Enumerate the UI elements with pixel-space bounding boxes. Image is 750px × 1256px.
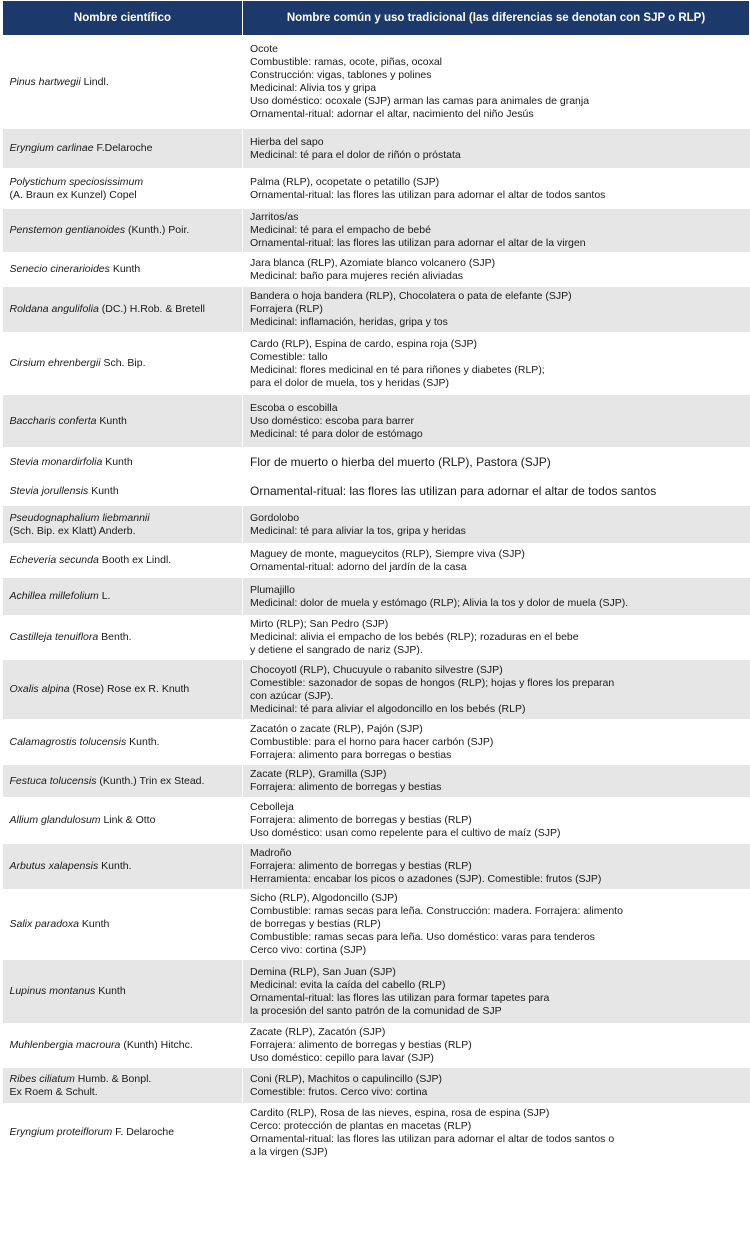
table-row [3, 395, 750, 448]
use-line: Forrajera: alimento para borregas o bestias [250, 748, 452, 761]
scientific-name-cell [3, 1104, 243, 1162]
table-row [3, 844, 750, 890]
scientific-name-line [10, 512, 236, 525]
use-line: Medicinal: evita la caída del cabello (RLP) [250, 978, 446, 991]
use-line: Medicinal: Alivia tos y gripa [250, 82, 377, 94]
species-name: Polystichum speciosissimum [9, 175, 144, 188]
scientific-name-line [10, 224, 236, 237]
scientific-name-cell [3, 798, 243, 844]
common-name-use-cell [243, 890, 750, 960]
scientific-name-cell [3, 660, 243, 720]
table-row [3, 798, 750, 844]
species-name: Cirsium ehrenbergii [9, 357, 101, 369]
table-row [3, 506, 750, 544]
use-line: Medicinal: té para el dolor de riñón o próstata [250, 148, 461, 161]
species-name: Roldana angulifolia [9, 303, 99, 315]
common-name-use-cell [243, 1104, 750, 1162]
species-author: Kunth [96, 414, 127, 427]
species-author: Link & Otto [100, 814, 156, 826]
common-name-use-cell [243, 765, 750, 798]
use-line: Uso doméstico: escoba para barrer [250, 414, 414, 427]
use-line: Ornamental-ritual: las flores las utilizan para adornar el altar de todos santos [250, 188, 606, 201]
scientific-name-cell [3, 287, 243, 333]
table-row [3, 1104, 750, 1162]
common-name-use-cell [243, 844, 750, 890]
species-author: Ex Roem & Schult. [9, 1085, 98, 1098]
common-name-use-cell [243, 287, 750, 333]
table-row [3, 209, 750, 253]
use-line: Comestible: tallo [250, 350, 328, 363]
species-author: (Kunth) Hitchc. [120, 1039, 193, 1051]
use-line: Cerco vivo: cortina (SJP) [250, 944, 367, 956]
species-author: Kunth. [126, 735, 160, 748]
use-line: Forrajera: alimento de borregas y bestias (RLP) [250, 814, 472, 826]
use-line: Escoba o escobilla [250, 401, 338, 414]
species-name: Salix paradoxa [9, 918, 79, 930]
table-row [3, 960, 750, 1024]
scientific-name-line [10, 1073, 236, 1086]
use-line: Hierba del sapo [250, 135, 324, 148]
scientific-name-line [10, 860, 236, 873]
use-line: Medicinal: té para aliviar el algodoncillo en los bebés (RLP) [250, 702, 526, 715]
scientific-name-line [10, 985, 236, 998]
species-name: Festuca tolucensis [9, 774, 97, 787]
use-line: Herramienta: encabar los picos o azadones (SJP). Comestible: frutos (SJP) [250, 873, 602, 885]
species-author: Lindl. [80, 75, 109, 88]
scientific-name-cell [3, 253, 243, 287]
scientific-name-cell [3, 448, 243, 477]
species-name: Pinus hartwegii [9, 75, 81, 88]
species-name: Allium glandulosum [9, 814, 101, 826]
species-author: (Kunth.) Trin ex Stead. [96, 774, 205, 787]
use-line: Maguey de monte, magueycitos (RLP), Siempre viva (SJP) [250, 547, 525, 560]
use-line: Medicinal: té para aliviar la tos, gripa y heridas [250, 524, 466, 537]
species-name: Eryngium proteiflorum [9, 1126, 113, 1138]
use-line: Forrajera: alimento de borregas y bestias [250, 781, 442, 793]
common-name-use-cell [243, 395, 750, 448]
use-line: Zacatón o zacate (RLP), Pajón (SJP) [250, 722, 423, 735]
species-author: Booth ex Lindl. [98, 554, 172, 566]
use-line: Ornamental-ritual: las flores las utilizan para adornar el altar de la virgen [250, 237, 586, 249]
species-author: Kunth [78, 918, 110, 930]
common-name-use-cell [243, 1068, 750, 1104]
use-line: Cardito (RLP), Rosa de las nieves, espina, rosa de espina (SJP) [250, 1106, 550, 1119]
table-row [3, 333, 750, 395]
use-line: Madroño [250, 847, 292, 859]
header-scientific-name: Nombre científico [3, 1, 243, 36]
use-line: Demina (RLP), San Juan (SJP) [250, 965, 396, 978]
use-line: Forrajera: alimento de borregas y bestias (RLP) [250, 860, 472, 872]
scientific-name-line [10, 357, 236, 370]
species-name: Calamagrostis tolucensis [9, 735, 127, 748]
use-line: Comestible: frutos. Cerco vivo: cortina [250, 1085, 428, 1098]
species-name: Ribes ciliatum [9, 1072, 75, 1085]
use-line: Jara blanca (RLP), Azomiate blanco volcanero (SJP) [250, 256, 496, 269]
use-line: la procesión del santo patrón de la comunidad de SJP [250, 1004, 502, 1017]
use-line: Sicho (RLP), Algodoncillo (SJP) [250, 892, 398, 904]
table-row [3, 36, 750, 129]
species-author: (A. Braun ex Kunzel) Copel [9, 188, 137, 201]
common-name-use-cell [243, 616, 750, 660]
table-row [3, 1068, 750, 1104]
table-row [3, 287, 750, 333]
use-line: Coni (RLP), Machitos o capulincillo (SJP) [250, 1072, 442, 1085]
use-line: con azúcar (SJP). [250, 689, 334, 702]
species-author: Kunth [95, 985, 126, 997]
use-line: Ornamental-ritual: las flores las utilizan para formar tapetes para [250, 991, 550, 1004]
scientific-name-line [10, 142, 236, 155]
species-name: Eryngium carlinae [9, 142, 94, 154]
scientific-name-cell [3, 36, 243, 129]
use-line: Cebolleja [250, 801, 294, 813]
scientific-name-cell [3, 890, 243, 960]
common-name-use-cell [243, 448, 750, 477]
scientific-name-line [10, 303, 236, 316]
use-line: Mirto (RLP); San Pedro (SJP) [250, 618, 389, 630]
use-line: Bandera o hoja bandera (RLP), Chocolatera o pata de elefante (SJP) [250, 290, 572, 302]
scientific-name-line [10, 456, 236, 469]
table-row [3, 765, 750, 798]
table-row [3, 890, 750, 960]
species-author: F. Delaroche [112, 1126, 175, 1138]
use-line: Ornamental-ritual: adornar el altar, nacimiento del niño Jesús [250, 108, 534, 120]
use-line: Ornamental-ritual: las flores las utilizan para adornar el altar de todos santos [250, 483, 657, 498]
table-row [3, 477, 750, 506]
common-name-use-cell [243, 960, 750, 1024]
species-author: (Rose) Rose ex R. Knuth [69, 683, 190, 695]
scientific-name-cell [3, 333, 243, 395]
scientific-name-cell [3, 616, 243, 660]
species-name: Pseudognaphalium liebmannii [9, 511, 150, 524]
table-row [3, 1024, 750, 1068]
common-name-use-cell [243, 36, 750, 129]
species-author: Kunth. [98, 860, 132, 872]
table-row [3, 720, 750, 765]
use-line: Chocoyotl (RLP), Chucuyule o rabanito silvestre (SJP) [250, 663, 503, 676]
scientific-name-line [10, 176, 236, 189]
species-author: Humb. & Bonpl. [74, 1072, 152, 1085]
scientific-name-line [10, 590, 236, 603]
scientific-name-cell [3, 844, 243, 890]
use-line: Medicinal: té para dolor de estómago [250, 427, 423, 440]
table-header-row [3, 1, 750, 36]
use-line: Forrajera: alimento de borregas y bestias (RLP) [250, 1039, 472, 1051]
common-name-use-cell [243, 333, 750, 395]
scientific-name-line [10, 263, 236, 276]
scientific-name-cell [3, 129, 243, 169]
species-author: Kunth [88, 484, 119, 497]
common-name-use-cell [243, 253, 750, 287]
table-row [3, 660, 750, 720]
scientific-name-line [10, 554, 236, 567]
common-name-use-cell [243, 544, 750, 578]
scientific-name-cell [3, 578, 243, 616]
use-line: Zacate (RLP), Zacatón (SJP) [250, 1026, 386, 1038]
species-name: Lupinus montanus [9, 985, 96, 997]
table-row [3, 578, 750, 616]
use-line: Palma (RLP), ocopetate o petatillo (SJP) [250, 175, 440, 188]
use-line: Zacate (RLP), Gramilla (SJP) [250, 768, 387, 780]
common-name-use-cell [243, 798, 750, 844]
species-author: (Sch. Bip. ex Klatt) Anderb. [9, 524, 136, 537]
scientific-name-line [10, 525, 236, 538]
species-author: F.Delaroche [93, 142, 153, 154]
use-line: a la virgen (SJP) [250, 1145, 328, 1158]
species-name: Echeveria secunda [9, 554, 99, 566]
use-line: Gordolobo [250, 511, 300, 524]
species-name: Stevia monardirfolia [9, 455, 103, 468]
use-line: Medicinal: baño para mujeres recién aliviadas [250, 269, 464, 282]
scientific-name-line [10, 775, 236, 788]
use-line: para el dolor de muela, tos y heridas (SJP) [250, 376, 450, 389]
common-name-use-cell [243, 477, 750, 506]
table-row [3, 448, 750, 477]
header-common-name-use: Nombre común y uso tradicional (las diferencias se denotan con SJP o RLP) [243, 1, 750, 36]
scientific-name-line [10, 1126, 236, 1139]
common-name-use-cell [243, 169, 750, 209]
scientific-name-line [10, 189, 236, 202]
scientific-name-cell [3, 209, 243, 253]
use-line: Combustible: ramas secas para leña. Uso doméstico: varas para tenderos [250, 931, 595, 943]
use-line: Combustible: ramas secas para leña. Construcción: madera. Forrajera: alimento [250, 905, 623, 917]
scientific-name-cell [3, 169, 243, 209]
table-row [3, 616, 750, 660]
table-row [3, 129, 750, 169]
scientific-name-cell [3, 765, 243, 798]
use-line: Medicinal: flores medicinal en té para riñones y diabetes (RLP); [250, 363, 545, 376]
scientific-name-line [10, 814, 236, 827]
use-line: Ornamental-ritual: adorno del jardín de la casa [250, 560, 467, 573]
species-name: Penstemon gentianoides [9, 224, 126, 236]
use-line: Combustible: para el horno para hacer carbón (SJP) [250, 735, 494, 748]
species-name: Stevia jorullensis [9, 484, 89, 497]
use-line: Uso doméstico: ocoxale (SJP) arman las camas para animales de granja [250, 95, 590, 107]
use-line: Jarritos/as [250, 211, 299, 223]
species-name: Oxalis alpina [9, 683, 70, 695]
species-author: L. [98, 590, 111, 602]
scientific-name-cell [3, 544, 243, 578]
table-body [3, 36, 750, 1162]
use-line: Ocote [250, 43, 279, 55]
species-name: Muhlenbergia macroura [9, 1039, 121, 1051]
use-line: Medicinal: alivia el empacho de los bebés (RLP); rozaduras en el bebe [250, 631, 579, 643]
common-name-use-cell [243, 578, 750, 616]
species-name: Arbutus xalapensis [9, 860, 99, 872]
use-line: Forrajera (RLP) [250, 303, 323, 315]
scientific-name-line [10, 1039, 236, 1052]
use-line: Ornamental-ritual: las flores las utilizan para adornar el altar de todos santos o [250, 1132, 615, 1145]
species-name: Achillea millefolium [9, 590, 99, 602]
use-line: Cardo (RLP), Espina de cardo, espina roja (SJP) [250, 337, 478, 350]
scientific-name-cell [3, 1068, 243, 1104]
species-uses-table [2, 0, 750, 1162]
use-line: Plumajillo [250, 583, 295, 596]
scientific-name-line [10, 918, 236, 931]
use-line: Comestible: sazonador de sopas de hongos (RLP); hojas y flores los preparan [250, 676, 615, 689]
use-line: Cerco: protección de plantas en macetas (RLP) [250, 1119, 472, 1132]
scientific-name-cell [3, 1024, 243, 1068]
common-name-use-cell [243, 129, 750, 169]
scientific-name-line [10, 415, 236, 428]
common-name-use-cell [243, 720, 750, 765]
common-name-use-cell [243, 1024, 750, 1068]
common-name-use-cell [243, 660, 750, 720]
scientific-name-cell [3, 960, 243, 1024]
scientific-name-line [10, 683, 236, 696]
table-row [3, 169, 750, 209]
species-author: (Kunth.) Poir. [125, 224, 190, 236]
species-name: Senecio cinerarioides [9, 263, 110, 275]
species-author: Sch. Bip. [100, 357, 146, 369]
table-row [3, 544, 750, 578]
use-line: Combustible: ramas, ocote, piñas, ocoxal [250, 56, 443, 68]
scientific-name-line [10, 76, 236, 89]
use-line: de borregas y bestias (RLP) [250, 918, 381, 930]
species-name: Baccharis conferta [9, 414, 97, 427]
use-line: Uso doméstico: usan como repelente para el cultivo de maíz (SJP) [250, 827, 561, 839]
species-author: (DC.) H.Rob. & Bretell [98, 303, 206, 315]
use-line: Uso doméstico: cepillo para lavar (SJP) [250, 1052, 434, 1064]
use-line: Medicinal: dolor de muela y estómago (RLP); Alivia la tos y dolor de muela (SJP). [250, 596, 629, 609]
species-name: Castilleja tenuiflora [9, 631, 99, 643]
species-author: Kunth [109, 263, 141, 275]
scientific-name-line [10, 736, 236, 749]
scientific-name-line [10, 485, 236, 498]
use-line: Medicinal: té para el empacho de bebé [250, 224, 431, 236]
common-name-use-cell [243, 506, 750, 544]
table-row [3, 253, 750, 287]
scientific-name-line [10, 631, 236, 644]
scientific-name-cell [3, 395, 243, 448]
species-author: Kunth [102, 455, 133, 468]
common-name-use-cell [243, 209, 750, 253]
scientific-name-cell [3, 477, 243, 506]
use-line: Construcción: vigas, tablones y polines [250, 69, 432, 81]
use-line: Medicinal: inflamación, heridas, gripa y tos [250, 316, 448, 328]
scientific-name-cell [3, 506, 243, 544]
use-line: Flor de muerto o hierba del muerto (RLP), Pastora (SJP) [250, 454, 551, 469]
species-author: Benth. [98, 631, 132, 643]
use-line: y detiene el sangrado de nariz (SJP). [250, 644, 423, 656]
scientific-name-cell [3, 720, 243, 765]
scientific-name-line [10, 1086, 236, 1099]
